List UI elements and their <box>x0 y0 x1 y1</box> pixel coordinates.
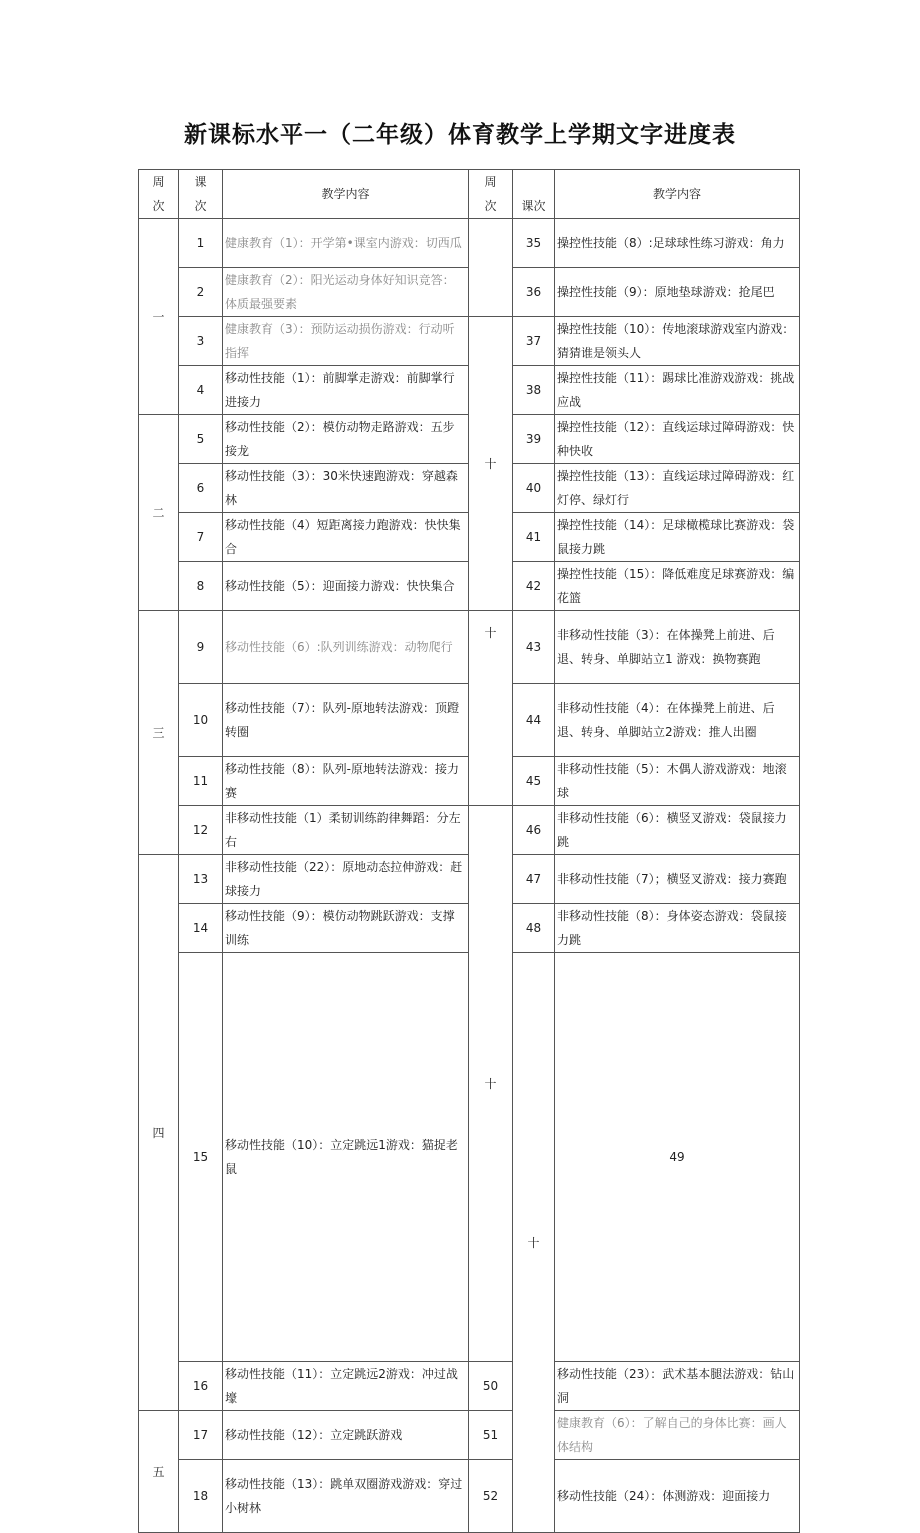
table-row <box>139 1411 800 1460</box>
table-row <box>139 806 800 855</box>
lesson-number: 41 <box>513 513 555 562</box>
week-cell: 四 <box>139 855 179 1411</box>
lesson-content: 移动性技能（7）：队列-原地转法游戏：顶蹬转圈 <box>223 684 469 757</box>
lesson-number: 49 <box>555 953 800 1362</box>
lesson-number: 43 <box>513 611 555 684</box>
table-row <box>139 219 800 268</box>
lesson-number: 6 <box>179 464 223 513</box>
week-cell-right: 十 <box>469 806 513 1362</box>
lesson-number: 44 <box>513 684 555 757</box>
lesson-content: 移动性技能（9）：模仿动物跳跃游戏：支撑训练 <box>223 904 469 953</box>
lesson-content: 非移动性技能（22）：原地动态拉伸游戏：赶球接力 <box>223 855 469 904</box>
lesson-content: 非移动性技能（8）：身体姿态游戏：袋鼠接力跳 <box>555 904 800 953</box>
lesson-content: 操控性技能（13）：直线运球过障碍游戏：红灯停、绿灯行 <box>555 464 800 513</box>
lesson-number: 11 <box>179 757 223 806</box>
lesson-number: 1 <box>179 219 223 268</box>
week-cell-right: 十 <box>469 317 513 611</box>
lesson-number: 9 <box>179 611 223 684</box>
lesson-content: 操控性技能（12）：直线运球过障碍游戏：快种快收 <box>555 415 800 464</box>
header-content-right: 教学内容 <box>555 170 800 219</box>
lesson-number: 50 <box>469 1362 513 1411</box>
lesson-content: 非移动性技能（4）：在体操凳上前进、后退、转身、单脚站立2游戏：推人出圈 <box>555 684 800 757</box>
lesson-content: 操控性技能（11）：踢球比准游戏游戏：挑战应战 <box>555 366 800 415</box>
lesson-content: 操控性技能（8）:足球球性练习游戏：角力 <box>555 219 800 268</box>
lesson-content: 非移动性技能（1）柔韧训练韵律舞蹈：分左右 <box>223 806 469 855</box>
lesson-number: 36 <box>513 268 555 317</box>
lesson-content: 移动性技能（2）：模仿动物走路游戏：五步接龙 <box>223 415 469 464</box>
lesson-content: 移动性技能（24）：体测游戏：迎面接力 <box>555 1460 800 1533</box>
lesson-content: 移动性技能（1）：前脚掌走游戏：前脚掌行进接力 <box>223 366 469 415</box>
lesson-content: 移动性技能（3）：30米快速跑游戏：穿越森林 <box>223 464 469 513</box>
lesson-content: 移动性技能（6）:队列训练游戏：动物爬行 <box>223 611 469 684</box>
lesson-number: 37 <box>513 317 555 366</box>
lesson-number: 4 <box>179 366 223 415</box>
lesson-content: 移动性技能（5）：迎面接力游戏：快快集合 <box>223 562 469 611</box>
table-header-row <box>139 170 800 219</box>
week-cell: 二 <box>139 415 179 611</box>
lesson-content: 非移动性技能（3）：在体操凳上前进、后退、转身、单脚站立1 游戏：换物赛跑 <box>555 611 800 684</box>
lesson-number: 38 <box>513 366 555 415</box>
lesson-content: 非移动性技能（5）：木偶人游戏游戏：地滚球 <box>555 757 800 806</box>
header-lesson: 课 次 <box>179 170 223 219</box>
lesson-content: 移动性技能（11）：立定跳远2游戏：冲过战壕 <box>223 1362 469 1411</box>
lesson-number: 7 <box>179 513 223 562</box>
page-title: 新课标水平一（二年级）体育教学上学期文字进度表 <box>184 122 736 148</box>
table-row <box>139 317 800 366</box>
lesson-content: 移动性技能（8）：队列-原地转法游戏：接力赛 <box>223 757 469 806</box>
lesson-content: 健康教育（1）：开学第•课室内游戏：切西瓜 <box>223 219 469 268</box>
lesson-content: 非移动性技能（7）；横竖叉游戏：接力赛跑 <box>555 855 800 904</box>
lesson-number: 39 <box>513 415 555 464</box>
lesson-number: 5 <box>179 415 223 464</box>
lesson-content: 健康教育（2）：阳光运动身体好知识竞答：体质最强要素 <box>223 268 469 317</box>
table-row <box>139 1460 800 1533</box>
lesson-content: 移动性技能（12）：立定跳跃游戏 <box>223 1411 469 1460</box>
lesson-number: 14 <box>179 904 223 953</box>
table-row <box>139 611 800 684</box>
header-week-right: 周 次 <box>469 170 513 219</box>
header-lesson-right: 课次 <box>513 170 555 219</box>
lesson-number: 42 <box>513 562 555 611</box>
lesson-content: 操控性技能（10）：传地滚球游戏室内游戏：猜猜谁是领头人 <box>555 317 800 366</box>
lesson-number: 52 <box>469 1460 513 1533</box>
table-row <box>139 1362 800 1411</box>
lesson-number: 51 <box>469 1411 513 1460</box>
lesson-number: 15 <box>179 953 223 1362</box>
week-cell: 一 <box>139 219 179 415</box>
lesson-number: 46 <box>513 806 555 855</box>
header-week: 周 次 <box>139 170 179 219</box>
week-cell: 五 <box>139 1411 179 1533</box>
lesson-content: 健康教育（3）：预防运动损伤游戏：行动听指挥 <box>223 317 469 366</box>
progress-table <box>138 169 800 1533</box>
lesson-number: 35 <box>513 219 555 268</box>
lesson-number: 45 <box>513 757 555 806</box>
week-cell-right <box>469 219 513 317</box>
lesson-number: 18 <box>179 1460 223 1533</box>
lesson-content: 移动性技能（4）短距离接力跑游戏：快快集合 <box>223 513 469 562</box>
lesson-content: 操控性技能（9）：原地垫球游戏：抢尾巴 <box>555 268 800 317</box>
lesson-number: 13 <box>179 855 223 904</box>
lesson-number: 17 <box>179 1411 223 1460</box>
lesson-number: 48 <box>513 904 555 953</box>
lesson-content: 移动性技能（13）：跳单双圈游戏游戏：穿过小树林 <box>223 1460 469 1533</box>
lesson-number: 12 <box>179 806 223 855</box>
lesson-number: 10 <box>179 684 223 757</box>
lesson-content: 移动性技能（10）：立定跳远1游戏：猫捉老鼠 <box>223 953 469 1362</box>
lesson-content: 健康教育（6）：了解自己的身体比赛：画人体结构 <box>555 1411 800 1460</box>
week-cell: 三 <box>139 611 179 855</box>
week-cell-right: 十 <box>469 611 513 806</box>
lesson-number: 16 <box>179 1362 223 1411</box>
header-content: 教学内容 <box>223 170 469 219</box>
lesson-number: 40 <box>513 464 555 513</box>
lesson-content: 操控性技能（15）：降低难度足球赛游戏：编花篮 <box>555 562 800 611</box>
lesson-content: 移动性技能（23）：武术基本腿法游戏：钻山洞 <box>555 1362 800 1411</box>
lesson-number: 2 <box>179 268 223 317</box>
week-cell-right: 十 <box>513 953 555 1533</box>
lesson-number: 47 <box>513 855 555 904</box>
lesson-content: 非移动性技能（6）：横竖叉游戏：袋鼠接力跳 <box>555 806 800 855</box>
lesson-number: 8 <box>179 562 223 611</box>
lesson-number: 3 <box>179 317 223 366</box>
lesson-content: 操控性技能（14）：足球橄榄球比赛游戏：袋鼠接力跳 <box>555 513 800 562</box>
